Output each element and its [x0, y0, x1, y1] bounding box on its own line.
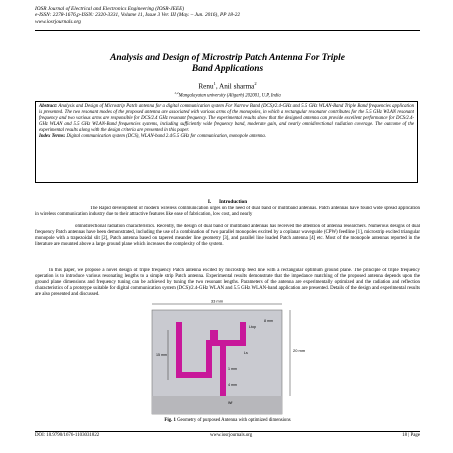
author-separator: ,	[215, 82, 220, 91]
title-line-1: Analysis and Design of Microstrip Patch Antenna For Triple	[110, 53, 345, 63]
abstract-label: Abstract:	[39, 104, 58, 109]
affiliation-text: Mangalayatan university (Aligarh) 202001, U.P, India	[178, 93, 281, 99]
title-line-2: Band Applications	[191, 64, 264, 74]
paper-title	[35, 53, 420, 75]
antenna-figure	[124, 300, 334, 426]
intro-paragraph-1b: omnidirectional radiation characteristics. Recently, the design of dual band or multiband antennas has received the attention of antenna researchers. Numerous designs of dual frequency Patch antennas have been demonstrated, including the use of a combination of two parallel monopoles excited by a coplanar waveguide (CPW) feedline [1], microstrip excited triangular monopole with a trapezoidal slit [2], Patch antenna based on tapered meander line geometry [3], and parallel line loaded Patch antenna [4] etc. Most of the monopole antennas reported in the literature are mounted above a large ground plane which increases the complexity of the system.	[35, 224, 420, 248]
footer-website[interactable]: www.iosrjournals.org	[210, 433, 253, 438]
antenna-geometry	[124, 300, 334, 418]
abstract	[39, 104, 414, 134]
affiliation-sup: 1,2	[174, 91, 179, 95]
label-feed: Wf	[228, 401, 233, 405]
footer-doi[interactable]: DOI: 10.9790/1676-1103031822	[35, 433, 100, 438]
abstract-box	[35, 101, 418, 183]
index-terms-text: Digital communication system (DCS), WLAN-band 2.4/5.5 GHz for communication, monopole antenna.	[65, 133, 266, 139]
journal-name: IOSR Journal of Electrical and Electronics Engineering (IOSR-JEEE)	[35, 6, 185, 12]
dimension-right: 20 mm	[293, 348, 306, 353]
author-1: Renu	[198, 82, 214, 91]
abstract-text: Analysis and Design of Microstrip Patch antenna for a digital communication system For Narrow Band (DCS)/2.4-GHz and 5.5 GHz WLAN-Band Triple Band frequencies application is presented. The two resonant modes of the proposed antenna are associated with various arms of the monopoles, in which a rectangular resonator contributes for the 5.5 GHz WLAN resonant frequency and two various arms are responsible for DCS/2.4 GHz resonant frequency. The experimental results show that the designed antenna can provide excellent performance for DCS/2.4-GHz WLAN and 5.5 GHz WLAN-Band frequencies systems, including sufficiently wide frequency band, moderate gain, and nearly omnidirectional radiation coverage. The outcome of the experimental results along with the design criteria are presented in this paper.	[39, 104, 414, 133]
label-small: 8 mm	[264, 319, 273, 323]
journal-website[interactable]: www.iosrjournals.org	[35, 18, 81, 25]
author-line	[35, 81, 420, 90]
intro-paragraph-2: In this paper, we propose a novel design of triple frequency Patch antenna excited by microstrip feed line with a rectangular optimum ground plane. The principle of triple frequency operation is to introduce various resonating lengths to a simple strip Patch antenna. Experimental results demonstrate that the impedance matching of the proposed antenna depends upon the ground plane dimensions and frequency tuning can be achieved by tuning the two resonant lengths. Parameters of the antenna are experimentally optimized and the radiation and reflection characteristics of a prototype suitable for digital communication system (DCS)/2.4-GHz WLAN and 5.5 GHz WLAN-band application are presented. Details of the design and experimental results are also presented and discussed.	[35, 268, 420, 298]
index-terms-label: Index Terms:	[39, 133, 66, 139]
intro-paragraph-1: The Rapid development of modern wireless communication urges on the need of dual band or multiband antennas. Patch antennas have found wide spread application in wireless communication industry due to their attractive features like ease of fabrication, low cost, and nearly	[35, 206, 420, 218]
affiliation	[35, 91, 420, 99]
dimension-left: 15 mm	[156, 353, 167, 357]
label-arm: Ls	[244, 351, 248, 355]
dimension-top: 33 mm	[210, 300, 224, 304]
index-terms	[39, 134, 414, 140]
header-rule	[35, 30, 420, 31]
section-number: I.	[207, 199, 212, 205]
author-2-sup: 2	[254, 81, 257, 86]
label-gap: 4 mm	[228, 383, 237, 387]
label-ltop: Ltop	[249, 325, 256, 329]
author-2: Anil sharma	[219, 82, 255, 91]
caption-text: Geometry of purposed Antenna with optimized dimensions	[175, 418, 291, 423]
author-1-sup: 1	[213, 81, 216, 86]
caption-label: Fig. 1	[164, 418, 176, 423]
section-heading	[35, 199, 420, 205]
ground-plane	[152, 396, 282, 414]
journal-header	[35, 6, 425, 25]
label-width: 1 mm	[228, 367, 237, 371]
section-title: Introduction	[218, 199, 248, 205]
journal-issn: e-ISSN: 2278-1676,p-ISSN: 2320-3331, Volume 11, Issue 3 Ver. III (May. – Jun. 2016), PP 18-22	[35, 12, 241, 19]
figure-caption	[35, 418, 420, 423]
footer-rule	[35, 431, 420, 432]
footer-page: 18 | Page	[402, 433, 420, 438]
